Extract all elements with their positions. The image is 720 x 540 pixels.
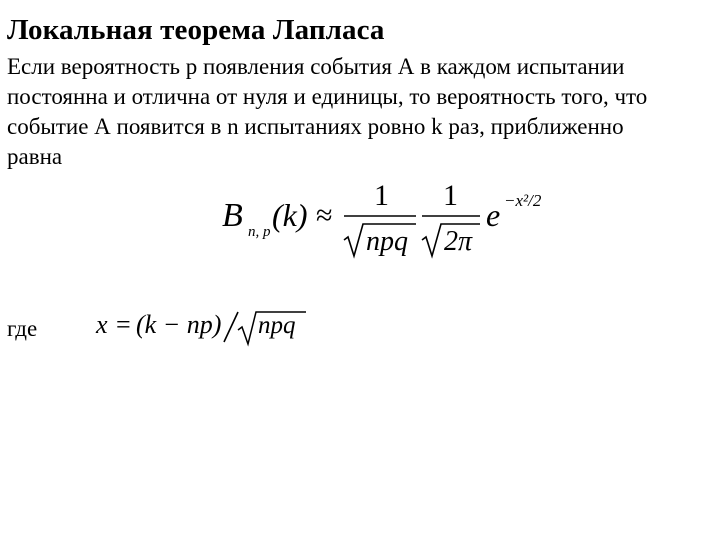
statement-line-2: постоянна и отлична от нуля и единицы, то вероятность того, что [7,84,648,109]
slide-title: Локальная теорема Лапласа [7,14,385,46]
x-definition-formula [92,300,312,348]
theorem-statement [7,52,707,172]
statement-line-3: событие А появится в n испытаниях ровно k раз, приближенно [7,114,624,139]
laplace-formula [210,180,570,264]
formula-lhs-argument: (k) [272,197,308,233]
fraction1-numerator: 1 [374,179,389,212]
fraction2-denominator: 2π [444,226,473,257]
x-numerator-expression: (k − np) [136,310,222,339]
formula-lhs-subscript: n, p [248,224,271,240]
x-division-slash [224,312,238,342]
formula-exp-power: −x²/2 [504,191,542,210]
statement-line-1: Если вероятность p появления события А в каждом испытании [7,54,625,79]
formula-exp-base: e [486,197,501,233]
x-equals-sign: = [116,310,131,339]
fraction1-denominator: npq [366,226,408,257]
x-denominator-expression: npq [258,312,296,339]
statement-line-4: равна [7,144,63,169]
formula-lhs-symbol: B [222,197,243,234]
formula-approx-sign: ≈ [316,199,333,232]
where-label: где [7,316,38,341]
x-symbol: x [96,310,108,339]
fraction2-numerator: 1 [443,179,458,212]
